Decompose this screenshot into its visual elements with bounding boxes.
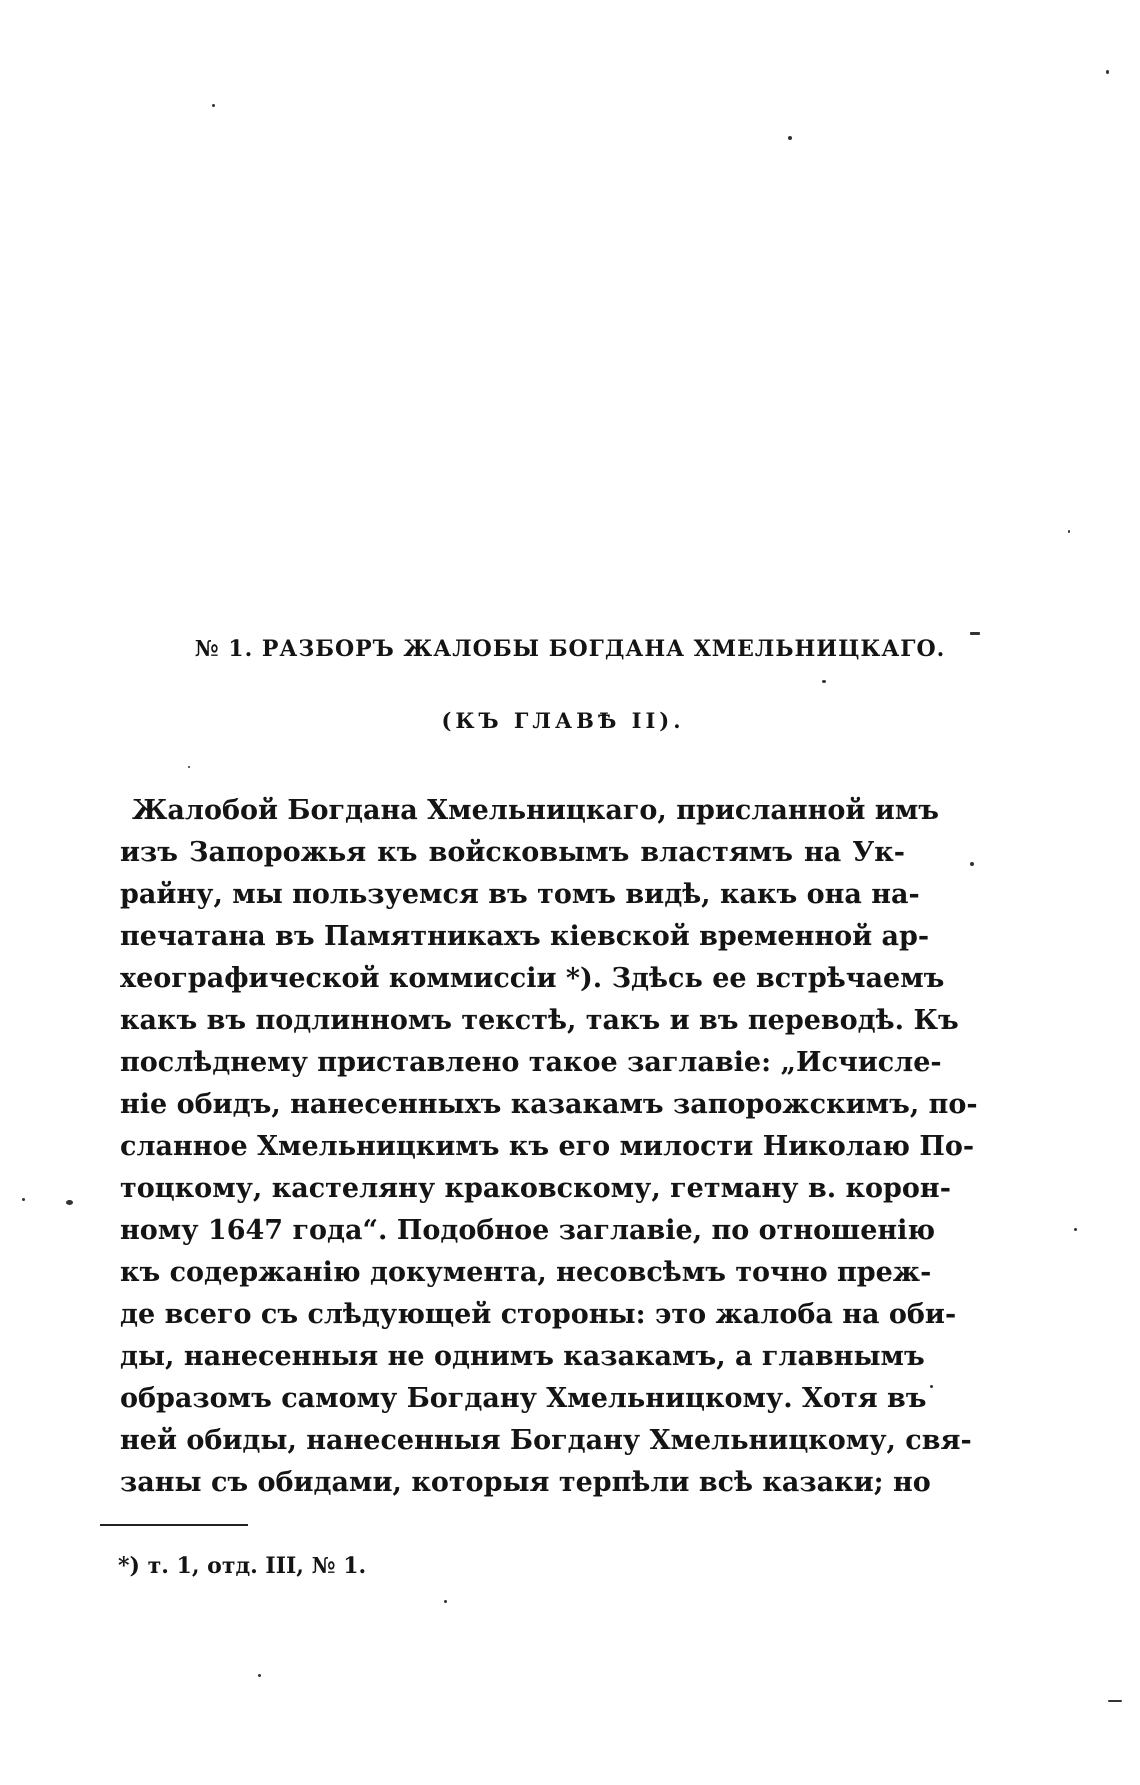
text-line: изъ Запорожья къ войсковымъ властямъ на Ук- [120, 837, 905, 868]
scan-speck [22, 1198, 25, 1201]
text-line: ніе обидъ, нанесенныхъ казакамъ запорожскимъ, по- [120, 1089, 978, 1120]
scan-speck [1068, 530, 1070, 533]
body-paragraph [120, 790, 978, 1504]
scan-speck [188, 766, 190, 768]
text-line: сланное Хмельницкимъ къ его милости Николаю По- [120, 1131, 975, 1162]
scan-speck [822, 680, 826, 683]
text-line: ды, нанесенныя не однимъ казакамъ, а главнымъ [120, 1341, 925, 1372]
section-title: № 1. РАЗБОРЪ ЖАЛОБЫ БОГДАНА ХМЕЛЬНИЦКАГО. [194, 636, 946, 662]
text-line: хеографической коммиссіи *). Здѣсь ее встрѣчаемъ [120, 963, 945, 994]
text-line: послѣднему приставлено такое заглавіе: „Исчисле- [120, 1047, 942, 1078]
section-subtitle: (КЪ ГЛАВѢ II). [441, 708, 685, 733]
text-line: де всего съ слѣдующей стороны: это жалоба на оби- [120, 1299, 957, 1330]
text-line: ному 1647 года“. Подобное заглавіе, по отношенію [120, 1215, 936, 1246]
footnote-divider [100, 1524, 248, 1526]
scan-speck [788, 136, 792, 140]
scan-speck [930, 1385, 933, 1388]
text-line: какъ въ подлинномъ текстѣ, такъ и въ переводѣ. Къ [120, 1005, 959, 1036]
footnote: *) т. 1, отд. III, № 1. [118, 1553, 367, 1579]
scan-speck [1074, 1228, 1077, 1231]
text-line: къ содержанію документа, несовсѣмъ точно преж- [120, 1257, 932, 1288]
text-line: образомъ самому Богдану Хмельницкому. Хотя въ [120, 1383, 927, 1414]
text-line: заны съ обидами, которыя терпѣли всѣ казаки; но [120, 1467, 931, 1498]
scan-speck [970, 632, 980, 635]
text-line: Жалобой Богдана Хмельницкаго, присланной имъ [132, 795, 939, 826]
text-line: тоцкому, кастеляну краковскому, гетману в. корон- [120, 1173, 951, 1204]
scan-speck [258, 1674, 261, 1677]
scan-speck [1106, 70, 1109, 74]
scan-speck [66, 1200, 73, 1205]
text-line: ней обиды, нанесенныя Богдану Хмельницкому, свя- [120, 1425, 972, 1456]
text-line: печатана въ Памятникахъ кіевской временной ар- [120, 921, 930, 952]
scan-speck [444, 1600, 447, 1603]
text-line: райну, мы пользуемся въ томъ видѣ, какъ она на- [120, 879, 920, 910]
scan-speck [1108, 1700, 1122, 1702]
scan-speck [970, 862, 974, 866]
scan-speck [212, 104, 215, 107]
